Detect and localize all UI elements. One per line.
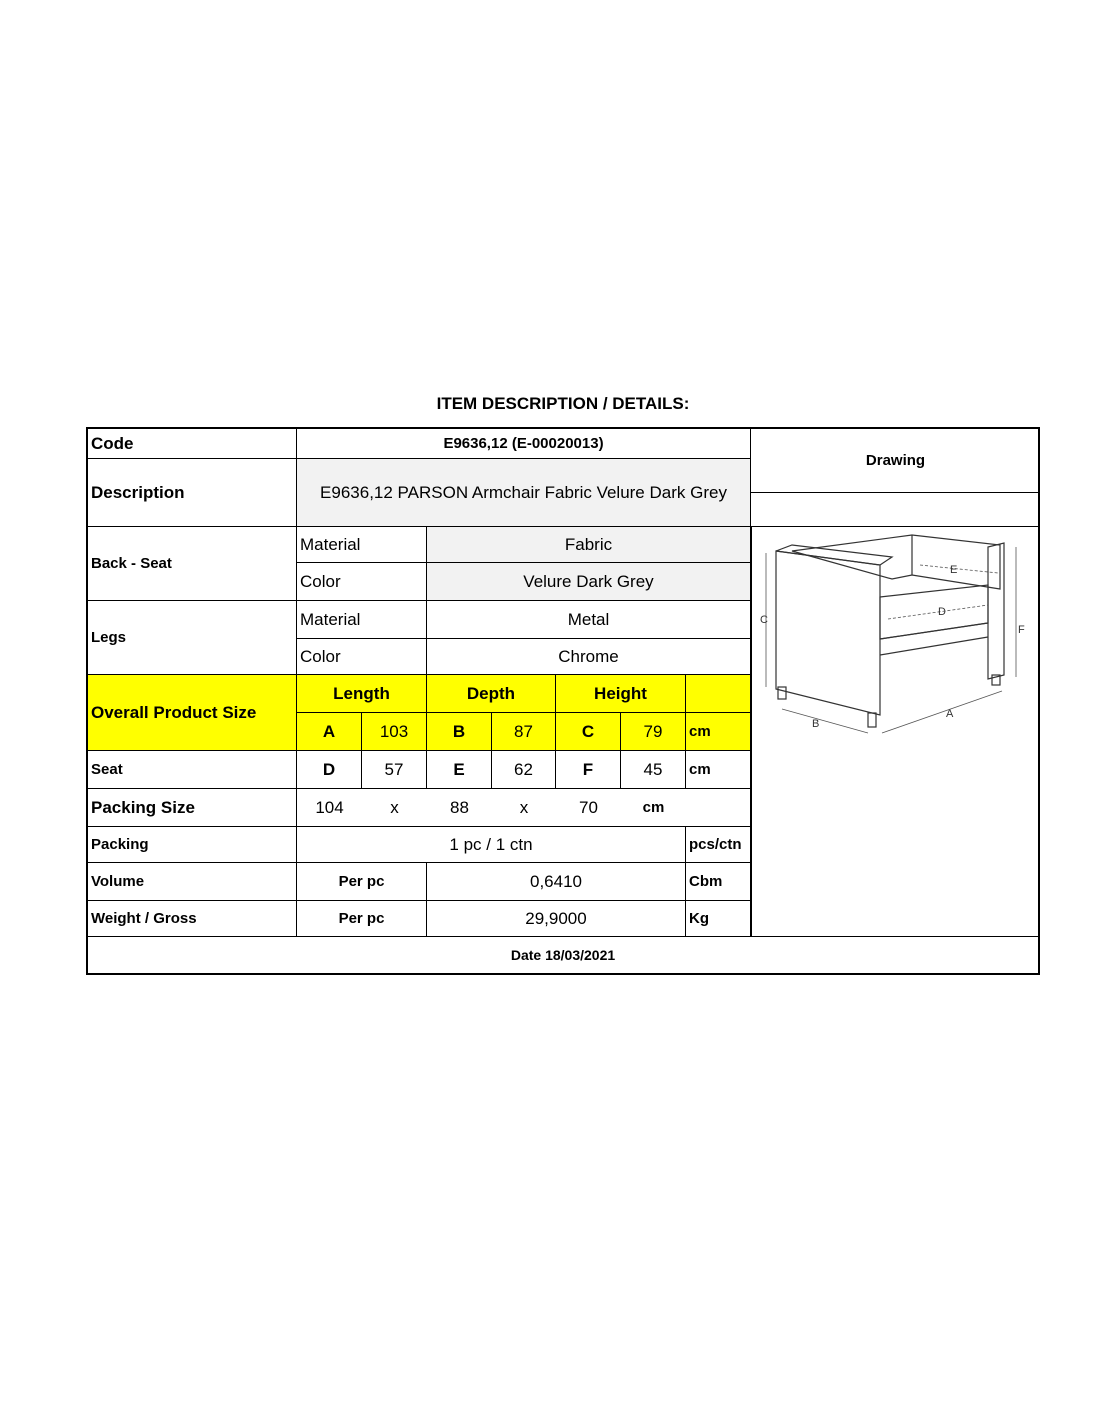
code-value: E9636,12 (E-00020013) bbox=[297, 429, 751, 459]
back-seat-color-value: Velure Dark Grey bbox=[427, 563, 751, 601]
code-label: Code bbox=[88, 429, 297, 459]
dim-f-label: F bbox=[556, 751, 621, 789]
diagram-label-d: D bbox=[938, 606, 946, 618]
dim-c-label: C bbox=[556, 713, 621, 751]
packing-x1: x bbox=[390, 797, 399, 817]
packing-x2: x bbox=[519, 797, 529, 817]
overall-size-label: Overall Product Size bbox=[88, 675, 297, 751]
dim-f-value: 45 bbox=[621, 751, 686, 789]
date-footer: Date 18/03/2021 bbox=[510, 947, 616, 963]
legs-color-value: Chrome bbox=[427, 639, 751, 675]
back-seat-color-label: Color bbox=[297, 563, 427, 601]
seat-unit: cm bbox=[686, 751, 751, 789]
dim-b-label: B bbox=[427, 713, 492, 751]
packing-height: 70 bbox=[579, 797, 598, 817]
armchair-diagram-icon bbox=[752, 527, 1040, 936]
packing-unit: pcs/ctn bbox=[686, 827, 751, 863]
overall-unit: cm bbox=[686, 713, 751, 751]
diagram-label-b: B bbox=[812, 718, 820, 730]
weight-label: Weight / Gross bbox=[88, 901, 297, 937]
packing-width: 88 bbox=[450, 797, 469, 817]
drawing-label: Drawing bbox=[751, 429, 1040, 493]
weight-per: Per pc bbox=[297, 901, 427, 937]
diagram-label-e: E bbox=[950, 564, 958, 576]
weight-unit: Kg bbox=[686, 901, 751, 937]
dim-d-value: 57 bbox=[362, 751, 427, 789]
volume-per: Per pc bbox=[297, 863, 427, 901]
dim-e-label: E bbox=[427, 751, 492, 789]
packing-length: 104 bbox=[315, 797, 344, 817]
drawing-spacer bbox=[751, 493, 1040, 527]
dim-b-value: 87 bbox=[492, 713, 556, 751]
packing-value: 1 pc / 1 ctn bbox=[297, 827, 686, 863]
diagram-label-a: A bbox=[946, 708, 954, 720]
length-label: Length bbox=[297, 675, 427, 713]
back-seat-material-value: Fabric bbox=[427, 527, 751, 563]
packing-size-unit: cm bbox=[642, 799, 665, 816]
description-value: E9636,12 PARSON Armchair Fabric Velure Dark Grey bbox=[297, 459, 751, 527]
item-details-table bbox=[86, 427, 1040, 975]
seat-label: Seat bbox=[88, 751, 297, 789]
packing-label: Packing bbox=[88, 827, 297, 863]
diagram-label-f: F bbox=[1018, 624, 1025, 636]
dim-d-label: D bbox=[297, 751, 362, 789]
dim-a-value: 103 bbox=[362, 713, 427, 751]
volume-unit: Cbm bbox=[686, 863, 751, 901]
legs-material-value: Metal bbox=[427, 601, 751, 639]
back-seat-material-label: Material bbox=[297, 527, 427, 563]
legs-color-label: Color bbox=[297, 639, 427, 675]
page-title: ITEM DESCRIPTION / DETAILS: bbox=[436, 394, 690, 413]
volume-value: 0,6410 bbox=[427, 863, 686, 901]
legs-material-label: Material bbox=[297, 601, 427, 639]
depth-label: Depth bbox=[427, 675, 556, 713]
back-seat-label: Back - Seat bbox=[88, 527, 297, 601]
volume-label: Volume bbox=[88, 863, 297, 901]
diagram-label-c: C bbox=[760, 614, 768, 626]
packing-size-label: Packing Size bbox=[88, 789, 297, 827]
armchair-drawing bbox=[751, 527, 1040, 937]
description-label: Description bbox=[88, 459, 297, 527]
overall-header-blank bbox=[686, 675, 751, 713]
dim-a-label: A bbox=[297, 713, 362, 751]
legs-label: Legs bbox=[88, 601, 297, 675]
height-label: Height bbox=[556, 675, 686, 713]
dim-e-value: 62 bbox=[492, 751, 556, 789]
packing-size-values bbox=[297, 789, 751, 827]
dim-c-value: 79 bbox=[621, 713, 686, 751]
weight-value: 29,9000 bbox=[427, 901, 686, 937]
